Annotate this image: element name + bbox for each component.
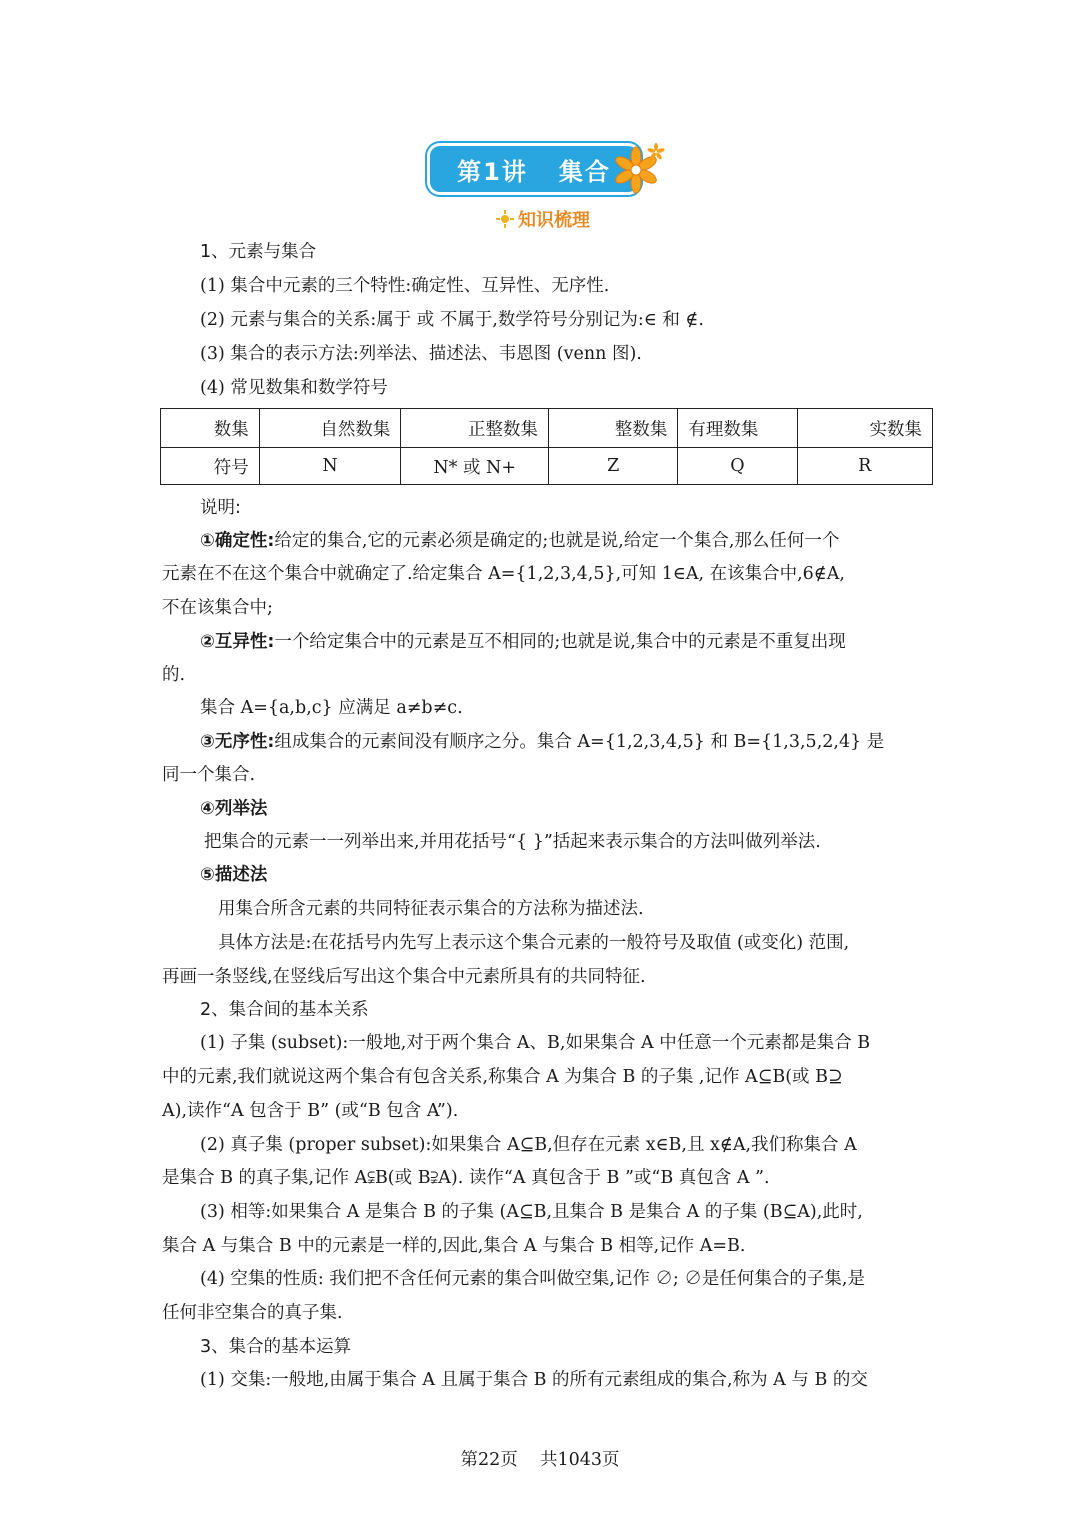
text-line: 同一个集合. <box>162 765 256 785</box>
section-heading-2: 2、集合间的基本关系 <box>200 1000 369 1020</box>
text-line: 任何非空集合的真子集. <box>162 1303 343 1323</box>
section-heading-3: 3、集合的基本运算 <box>200 1337 352 1357</box>
table-cell: 整数集 <box>549 409 678 448</box>
table-cell: 实数集 <box>797 409 932 448</box>
table-header-row <box>161 409 933 448</box>
paragraph-line <box>200 530 839 552</box>
sun-icon <box>496 210 514 228</box>
table-cell: N <box>259 448 401 485</box>
text-line: 是集合 B 的真子集,记作 A⫋B(或 B⫌A). 读作“A 真包含于 B ”或“B 真包含 A ”. <box>162 1168 770 1188</box>
table-cell: 正整数集 <box>401 409 549 448</box>
text-line: 具体方法是:在花括号内先写上表示这个集合元素的一般符号及取值 (或变化) 范围, <box>218 933 850 953</box>
text-line: (1) 集合中元素的三个特性:确定性、互异性、无序性. <box>200 276 610 296</box>
subheading-text: 知识梳理 <box>518 210 590 231</box>
text-line: (3) 集合的表示方法:列举法、描述法、韦恩图 (venn 图). <box>200 344 642 364</box>
keyword: ⑤描述法 <box>200 865 268 885</box>
text-line: 元素在不在这个集合中就确定了.给定集合 A={1,2,3,4,5},可知 1∈A, 在该集合中,6∉A, <box>162 564 845 584</box>
table-cell: R <box>797 448 932 485</box>
text-line: (3) 相等:如果集合 A 是集合 B 的子集 (A⊆B,且集合 B 是集合 A 的子集 (B⊆A),此时, <box>200 1202 863 1222</box>
text-line: (1) 交集:一般地,由属于集合 A 且属于集合 B 的所有元素组成的集合,称为 A 与 B 的交 <box>200 1370 868 1390</box>
text-line: 中的元素,我们就说这两个集合有包含关系,称集合 A 为集合 B 的子集 ,记作 A⊆B(或 B⊇ <box>162 1067 843 1087</box>
page-footer: 第22页 共1043页 <box>460 1450 620 1470</box>
lecture-banner <box>430 146 638 192</box>
lecture-title: 第1讲 集合 <box>457 157 611 186</box>
table-cell: Z <box>549 448 678 485</box>
keyword: ③无序性: <box>200 732 275 752</box>
text-line: 集合 A 与集合 B 中的元素是一样的,因此,集合 A 与集合 B 相等,记作 A=B. <box>162 1236 746 1256</box>
paragraph-text: 给定的集合,它的元素必须是确定的;也就是说,给定一个集合,那么任何一个 <box>274 531 840 551</box>
table-row <box>161 448 933 485</box>
text-line: (4) 空集的性质: 我们把不含任何元素的集合叫做空集,记作 ∅; ∅是任何集合的子集,是 <box>200 1269 865 1289</box>
text-line: 不在该集合中; <box>162 598 273 618</box>
text-line: 再画一条竖线,在竖线后写出这个集合中元素所具有的共同特征. <box>162 967 646 987</box>
text-line: (4) 常见数集和数学符号 <box>200 378 388 398</box>
table-cell: 自然数集 <box>259 409 401 448</box>
number-set-table <box>160 408 933 485</box>
keyword: ④列举法 <box>200 799 268 819</box>
paragraph-line <box>200 731 884 753</box>
paragraph-text: 组成集合的元素间没有顺序之分。集合 A={1,2,3,4,5} 和 B={1,3,5,2,4} 是 <box>274 732 885 752</box>
table-cell: 符号 <box>161 448 260 485</box>
table-cell: 数集 <box>161 409 260 448</box>
text-line: (2) 元素与集合的关系:属于 或 不属于,数学符号分别记为:∈ 和 ∉. <box>200 310 704 330</box>
text-line: 的. <box>162 665 186 685</box>
note-heading: 说明: <box>200 498 241 518</box>
text-line: 用集合所含元素的共同特征表示集合的方法称为描述法. <box>218 899 644 919</box>
table-cell: 有理数集 <box>678 409 797 448</box>
text-line: (2) 真子集 (proper subset):如果集合 A⊆B,但存在元素 x∈B,且 x∉A,我们称集合 A <box>200 1135 857 1155</box>
table-cell: N* 或 N+ <box>401 448 549 485</box>
text-line: A),读作“A 包含于 B” (或“B 包含 A”). <box>162 1101 459 1121</box>
section-heading-1: 1、元素与集合 <box>200 242 317 262</box>
section-subheading <box>496 206 590 232</box>
keyword: ①确定性: <box>200 531 275 551</box>
table-cell: Q <box>678 448 797 485</box>
text-line: 集合 A={a,b,c} 应满足 a≠b≠c. <box>200 698 463 718</box>
text-line: 把集合的元素一一列举出来,并用花括号“{ }”括起来表示集合的方法叫做列举法. <box>204 832 821 852</box>
flower-icon <box>612 140 666 194</box>
text-line: (1) 子集 (subset):一般地,对于两个集合 A、B,如果集合 A 中任意一个元素都是集合 B <box>200 1033 871 1053</box>
paragraph-line <box>200 631 846 653</box>
paragraph-text: 一个给定集合中的元素是互不相同的;也就是说,集合中的元素是不重复出现 <box>274 632 846 652</box>
keyword: ②互异性: <box>200 632 275 652</box>
